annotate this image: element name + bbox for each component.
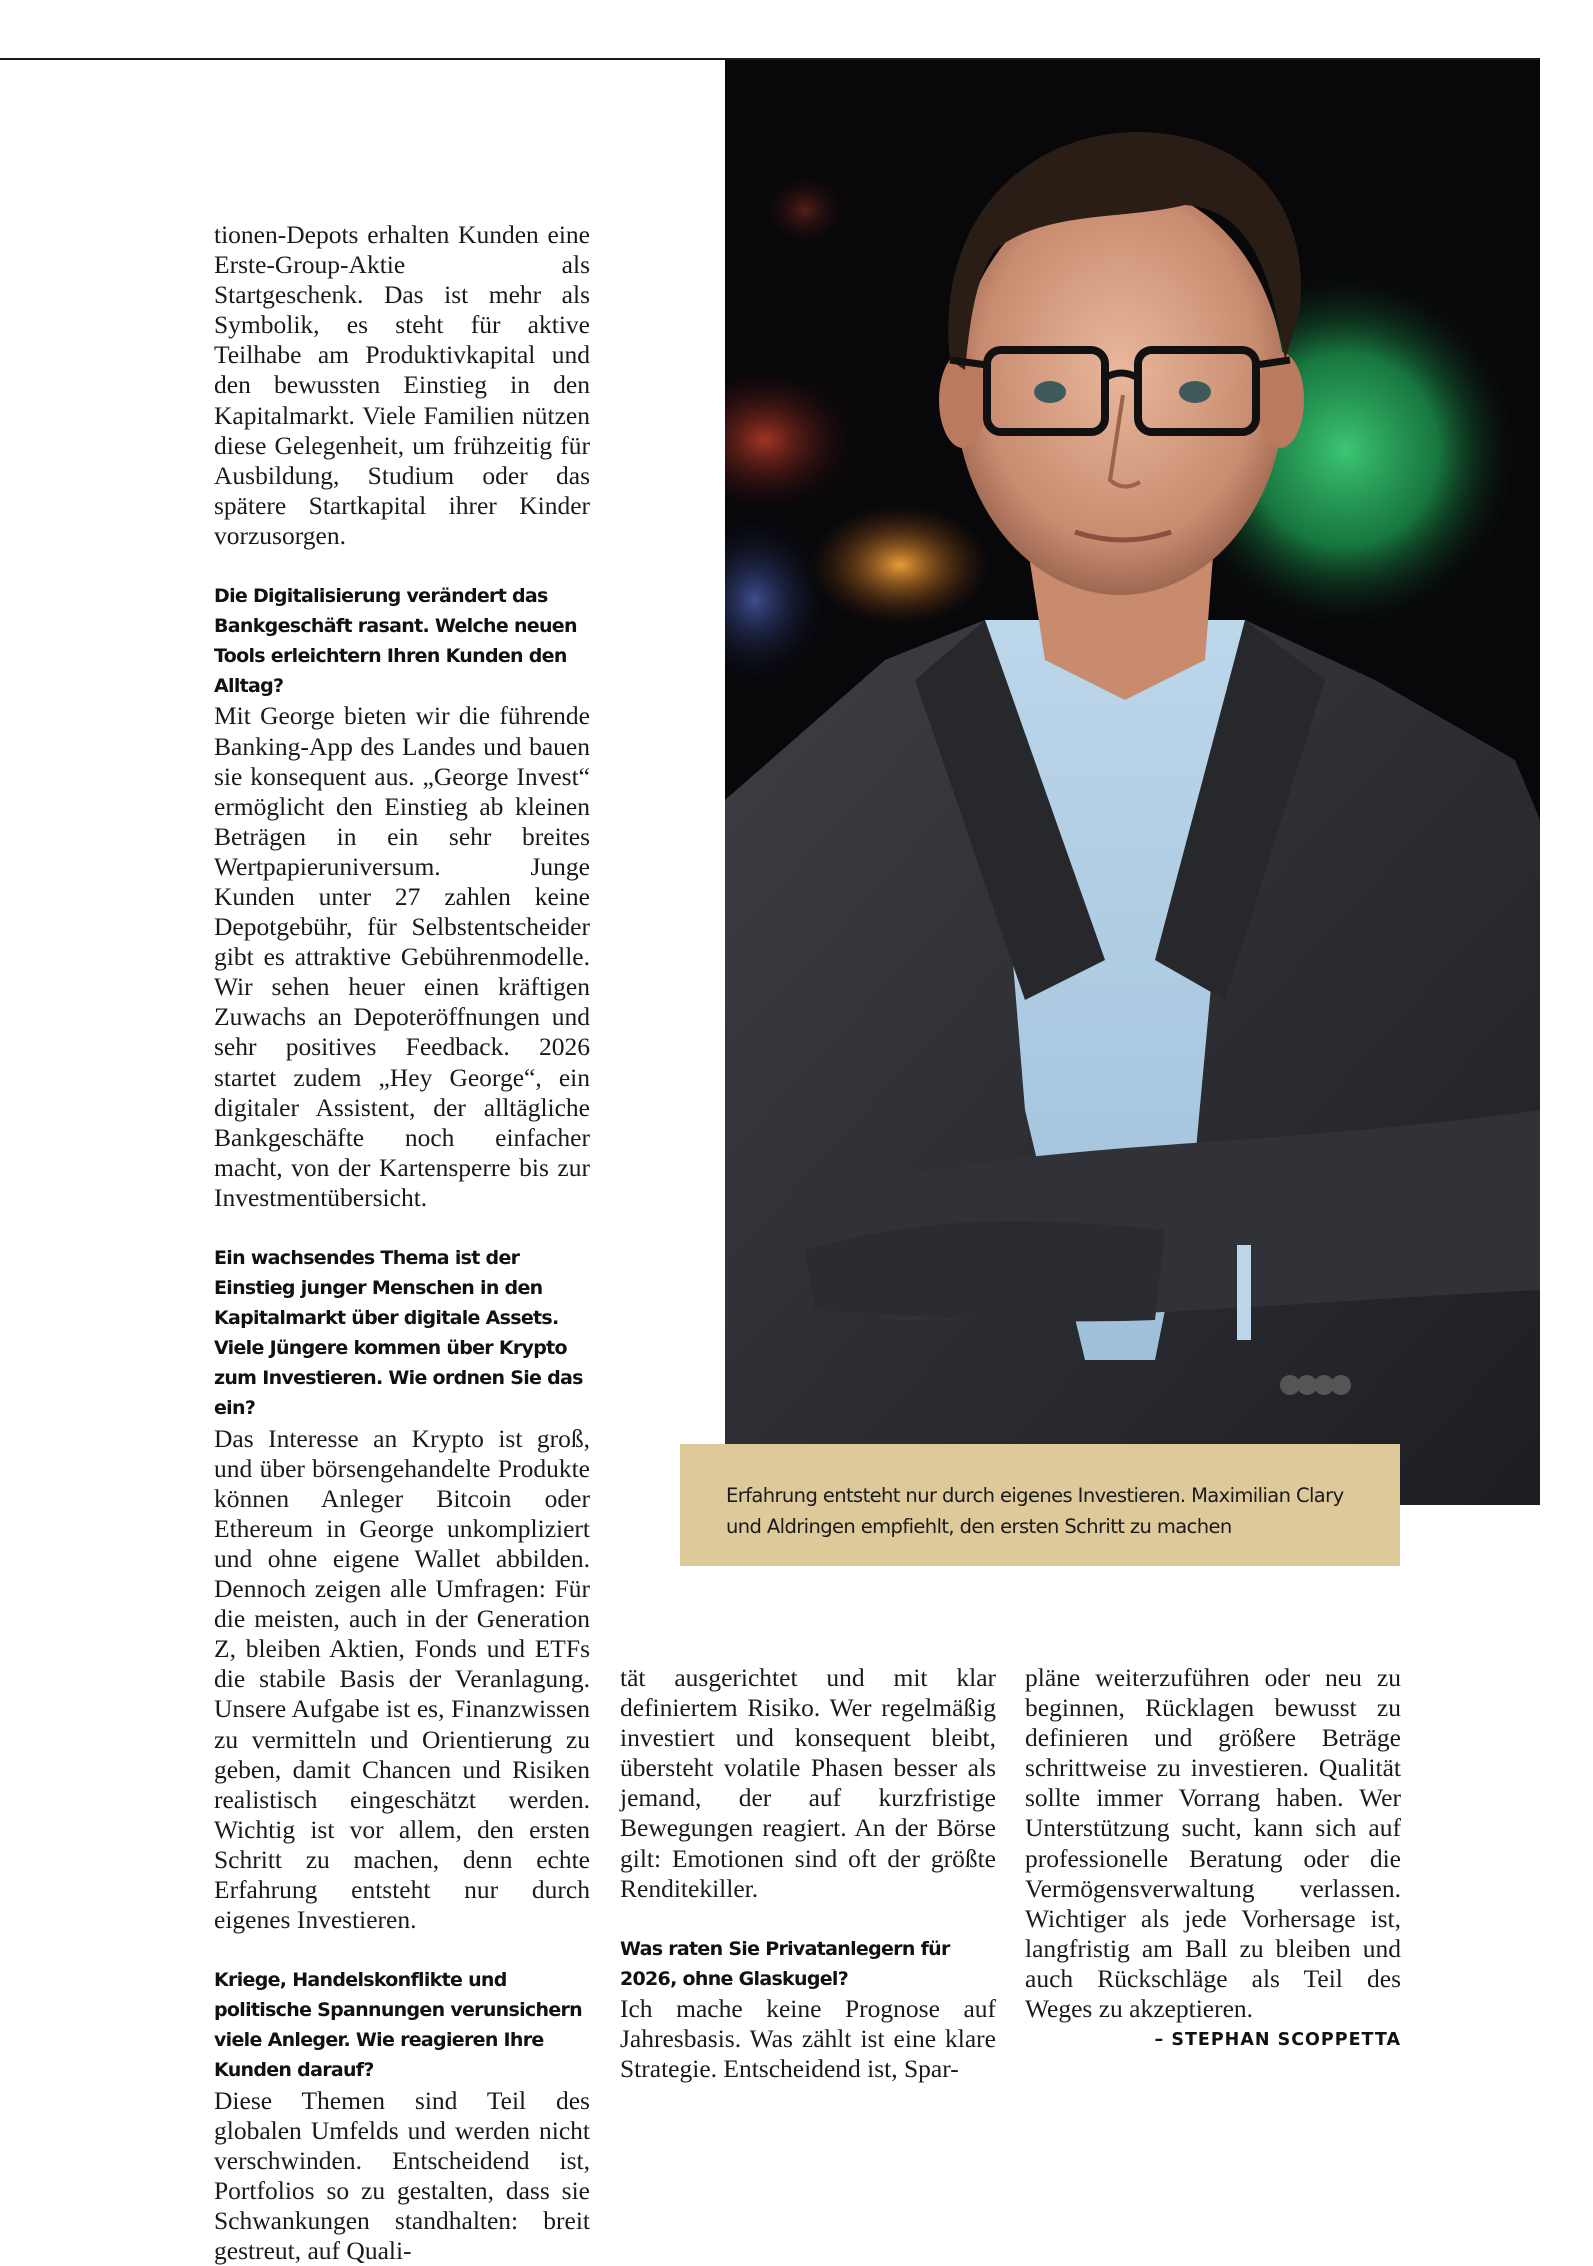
author-byline: – STEPHAN SCOPPETTA (1154, 2030, 1401, 2050)
interview-answer: Das Interesse an Krypto ist groß, und über börsengehandelte Produkte können Anleger Bitcoin oder Ethereum in George unkompliziert und ohne eigene Wallet abbilden. Dennoch zeigen alle Umfragen: Für die meisten, auch in der Generation Z, bleiben Aktien, Fonds und ETFs die stabile Basis der Veranlagung. Unsere Aufgabe ist es, Finanzwissen zu vermitteln und Orientierung zu geben, damit Chancen und Risiken realistisch eingeschätzt werden. Wichtig ist vor allem, den ersten Schritt zu machen, denn echte Erfahrung entsteht nur durch eigenes Investieren. (214, 1423, 590, 1935)
caption-line-1: Erfahrung entsteht nur durch eigenes Investieren. Maximilian Clary (726, 1484, 1344, 1507)
interview-answer: Mit George bieten wir die führende Banking-App des Landes und bauen sie konsequent aus. „George Invest“ ermöglicht den Einstieg ab kleinen Beträgen in ein sehr breites Wertpapieruniversum. Junge Kunden unter 27 zahlen keine Depotgebühr, für Selbstentscheider gibt es attraktive Gebührenmodelle. Wir sehen heuer einen kräftigen Zuwachs an Depoteröffnungen und sehr positives Feedback. 2026 startet zudem „Hey George“, ein digitaler Assistent, der alltägliche Bankgeschäfte noch einfacher macht, von der Kartensperre bis zur Investmentübersicht. (214, 701, 590, 1212)
interview-question: Kriege, Handelskonflikte und politische Spannungen verunsichern viele Anleger. Wie reagieren Ihre Kunden darauf? (214, 1969, 583, 2082)
interview-answer: pläne weiterzuführen oder neu zu beginnen, Rücklagen bewusst zu definieren und größere Beträge schrittweise zu investieren. Qualität sollte immer Vorrang haben. Wer Unterstützung sucht, kann sich auf professionelle Beratung oder die Vermögensverwaltung verlassen. Wichtiger als jede Vorhersage ist, langfristig am Ball zu bleiben und auch Rückschläge als Teil des Weges zu akzeptieren. (1025, 1663, 1401, 2024)
interview-question: Was raten Sie Privatanlegern für 2026, ohne Glaskugel? (620, 1937, 950, 1990)
interview-answer: tät ausgerichtet und mit klar definiertem Risiko. Wer regelmäßig investiert und konsequent bleibt, übersteht volatile Phasen besser als jemand, der auf kurzfristige Bewegungen reagiert. An der Börse gilt: Emotionen sind oft der größte Renditekiller. (620, 1663, 996, 1903)
interview-answer: Diese Themen sind Teil des globalen Umfelds und werden nicht verschwinden. Entscheidend ist, Portfolios so zu gestalten, dass sie Schwankungen standhalten: breit gestreut, auf Quali- (214, 2085, 590, 2265)
photo-caption (680, 1444, 1400, 1566)
caption-line-2: und Aldringen empfiehlt, den ersten Schritt zu machen (726, 1515, 1232, 1538)
text-column-1 (214, 220, 590, 2266)
text-column-3 (1025, 1663, 1401, 2024)
text-column-2 (620, 1663, 996, 2084)
interview-question: Ein wachsendes Thema ist der Einstieg junger Menschen in den Kapitalmarkt über digitale Assets. Viele Jüngere kommen über Krypto zum Investieren. Wie ordnen Sie das ein? (214, 1247, 583, 1420)
portrait-photo (725, 60, 1540, 1505)
paragraph: tionen-Depots erhalten Kunden eine Erste-Group-Aktie als Startgeschenk. Das ist mehr als Symbolik, es steht für aktive Teilhabe am Produktivkapital und den bewussten Einstieg in den Kapitalmarkt. Viele Familien nützen diese Gelegenheit, um frühzeitig für Ausbildung, Studium oder das spätere Startkapital ihrer Kinder vorzusorgen. (214, 220, 590, 550)
interview-answer: Ich mache keine Prognose auf Jahresbasis. Was zählt ist eine klare Strategie. Entscheidend ist, Spar- (620, 1993, 996, 2084)
interview-question: Die Digitalisierung verändert das Bankgeschäft rasant. Welche neuen Tools erleichtern Ihren Kunden den Alltag? (214, 585, 577, 698)
